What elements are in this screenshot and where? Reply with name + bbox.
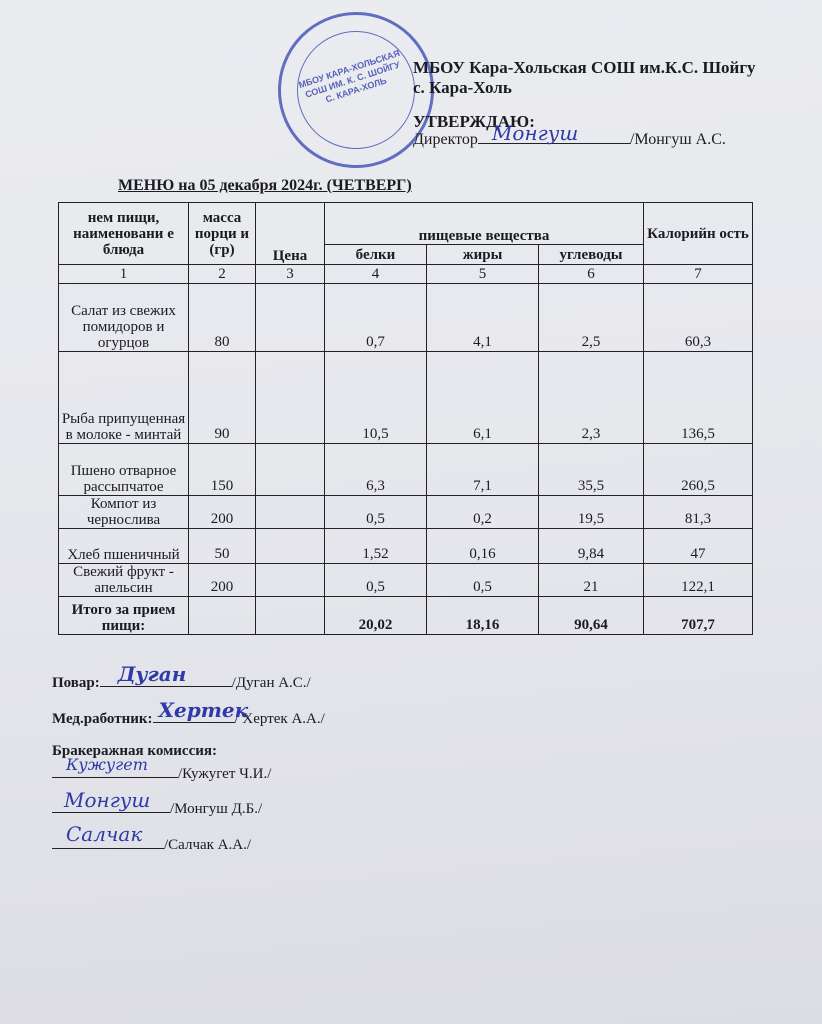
protein-cell: 1,52: [325, 529, 427, 564]
mass-cell: 80: [189, 284, 256, 352]
protein-cell: 6,3: [325, 444, 427, 496]
protein-cell: 0,7: [325, 284, 427, 352]
member-name: /Кужугет Ч.И./: [178, 766, 272, 782]
col-carbs-header: углеводы: [539, 245, 644, 265]
commission-member-row: [52, 788, 263, 818]
calories-cell: 81,3: [644, 496, 753, 529]
index-cell: 5: [427, 265, 539, 284]
total-label: Итого за прием пищи:: [59, 597, 189, 635]
total-price-cell: [256, 597, 325, 635]
fat-cell: 7,1: [427, 444, 539, 496]
director-signature-line: [478, 121, 630, 145]
medic-signature-line: [153, 698, 249, 723]
approve-label: УТВЕРЖДАЮ:: [413, 112, 535, 131]
total-mass-cell: [189, 597, 256, 635]
protein-cell: 10,5: [325, 352, 427, 444]
col-fat-header: жиры: [427, 245, 539, 265]
calories-cell: 260,5: [644, 444, 753, 496]
village-name: с. Кара-Холь: [413, 78, 512, 97]
table-row: [59, 529, 753, 564]
fat-cell: 0,5: [427, 564, 539, 597]
price-cell: [256, 564, 325, 597]
calories-cell: 60,3: [644, 284, 753, 352]
commission-label: Бракеражная комиссия:: [52, 743, 217, 759]
cook-label: Повар:: [52, 675, 100, 691]
member-name: /Монгуш Д.Б./: [170, 801, 263, 817]
menu-title: МЕНЮ на 05 декабря 2024г. (ЧЕТВЕРГ): [118, 177, 412, 194]
director-name: /Монгуш А.С.: [629, 131, 726, 148]
fat-cell: 0,2: [427, 496, 539, 529]
member-signature: Монгуш: [64, 788, 151, 812]
dish-cell: Салат из свежих помидоров и огурцов: [59, 284, 189, 352]
header-row: [59, 203, 753, 245]
carbs-cell: 9,84: [539, 529, 644, 564]
stamp-text: МБОУ КАРА-ХОЛЬСКАЯ СОШ ИМ. К. С. ШОЙГУ С. КАРА-ХОЛЬ: [297, 48, 402, 105]
calories-cell: 47: [644, 529, 753, 564]
total-protein: 20,02: [325, 597, 427, 635]
table-row: [59, 284, 753, 352]
medic-signature: Хертек: [158, 698, 249, 722]
price-cell: [256, 352, 325, 444]
dish-cell: Компот из чернослива: [59, 496, 189, 529]
index-cell: 7: [644, 265, 753, 284]
total-calories: 707,7: [644, 597, 753, 635]
col-calories-header: Калорийн ость: [644, 203, 753, 265]
price-cell: [256, 496, 325, 529]
col-price-header: Цена: [256, 203, 325, 265]
index-cell: 6: [539, 265, 644, 284]
mass-cell: 50: [189, 529, 256, 564]
protein-cell: 0,5: [325, 564, 427, 597]
dish-cell: Пшено отварное рассыпчатое: [59, 444, 189, 496]
carbs-cell: 21: [539, 564, 644, 597]
commission-member-row: [52, 822, 252, 854]
index-row: [59, 265, 753, 284]
medic-signature-row: [52, 698, 325, 728]
fat-cell: 4,1: [427, 284, 539, 352]
table-row: [59, 564, 753, 597]
total-carbs: 90,64: [539, 597, 644, 635]
fat-cell: 6,1: [427, 352, 539, 444]
price-cell: [256, 284, 325, 352]
school-name: МБОУ Кара-Хольская СОШ им.К.С. Шойгу: [413, 58, 756, 77]
mass-cell: 150: [189, 444, 256, 496]
table-row: [59, 496, 753, 529]
member-signature: Кужугет: [66, 755, 148, 774]
table-row: [59, 352, 753, 444]
mass-cell: 200: [189, 564, 256, 597]
medic-label: Мед.работник:: [52, 711, 153, 727]
total-row: [59, 597, 753, 635]
dish-cell: Свежий фрукт - апельсин: [59, 564, 189, 597]
mass-cell: 200: [189, 496, 256, 529]
cook-signature-line: [100, 662, 232, 687]
director-signature: Монгуш: [491, 121, 579, 145]
index-cell: 2: [189, 265, 256, 284]
dish-cell: Хлеб пшеничный: [59, 529, 189, 564]
col-mass-header: масса порци и (гр): [189, 203, 256, 265]
carbs-cell: 35,5: [539, 444, 644, 496]
calories-cell: 136,5: [644, 352, 753, 444]
commission-member-row: [52, 755, 272, 783]
member-signature: Салчак: [66, 822, 143, 846]
cook-signature-row: [52, 662, 311, 692]
price-cell: [256, 444, 325, 496]
carbs-cell: 2,5: [539, 284, 644, 352]
cook-signature: Дуган: [117, 662, 187, 686]
mass-cell: 90: [189, 352, 256, 444]
menu-table: [58, 202, 753, 635]
cook-name: /Дуган А.С./: [231, 675, 311, 691]
table-row: [59, 444, 753, 496]
total-fat: 18,16: [427, 597, 539, 635]
carbs-cell: 19,5: [539, 496, 644, 529]
fat-cell: 0,16: [427, 529, 539, 564]
member-signature-line: [52, 822, 164, 849]
calories-cell: 122,1: [644, 564, 753, 597]
index-cell: 3: [256, 265, 325, 284]
index-cell: 4: [325, 265, 427, 284]
col-nutrients-header: пищевые вещества: [325, 203, 644, 245]
school-header: [413, 58, 756, 98]
index-cell: 1: [59, 265, 189, 284]
carbs-cell: 2,3: [539, 352, 644, 444]
dish-cell: Рыба припущенная в молоке - минтай: [59, 352, 189, 444]
member-signature-line: [52, 788, 170, 813]
price-cell: [256, 529, 325, 564]
col-dish-header: нем пищи, наименовани е блюда: [59, 203, 189, 265]
member-name: /Салчак А.А./: [164, 837, 252, 853]
member-signature-line: [52, 755, 178, 778]
director-label: Директор: [413, 131, 478, 148]
medic-name: / Хертек А.А./: [234, 711, 325, 727]
protein-cell: 0,5: [325, 496, 427, 529]
col-protein-header: белки: [325, 245, 427, 265]
